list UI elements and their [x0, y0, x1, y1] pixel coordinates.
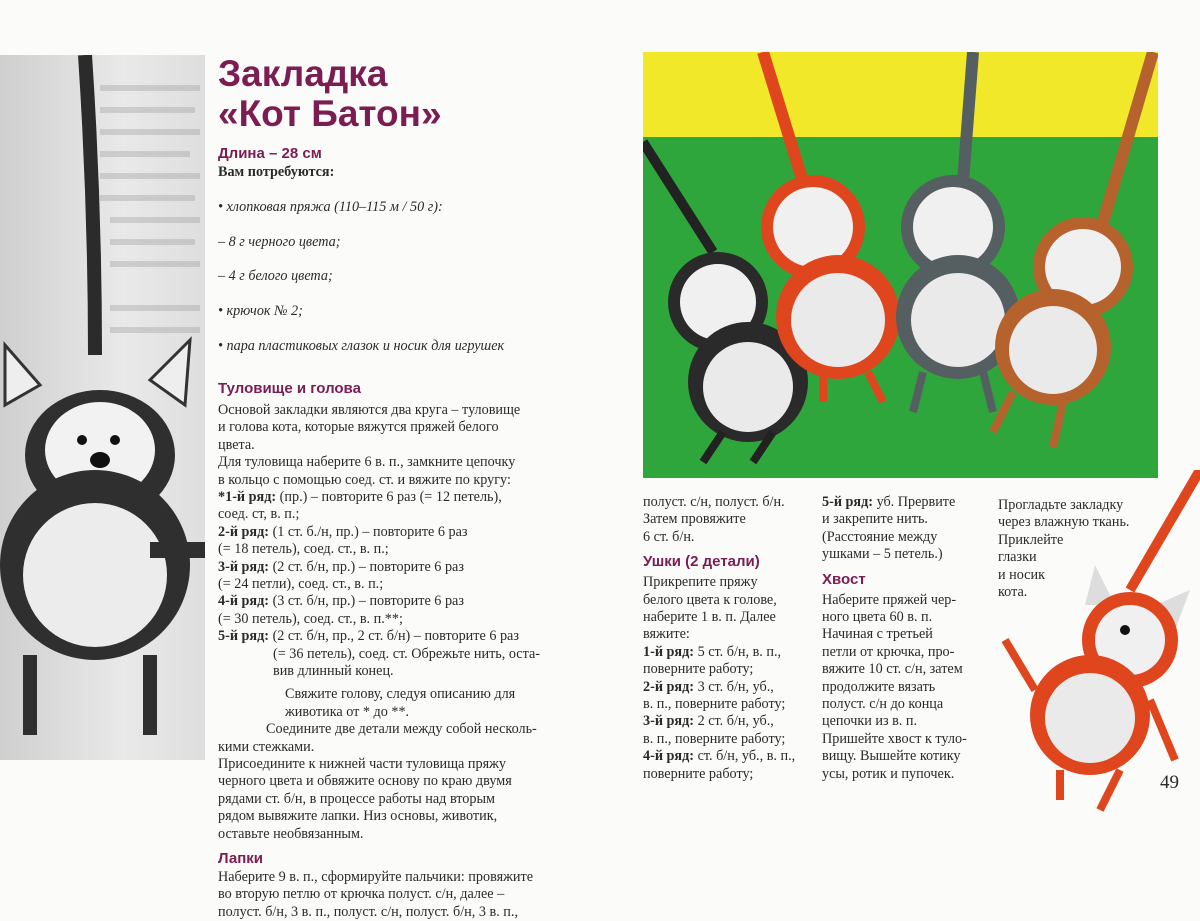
row-label: 3-й ряд: [218, 558, 270, 575]
materials-heading: Вам потребуются: [218, 164, 335, 180]
row-text: 5 ст. б/н, в. п., поверните работу; [643, 643, 782, 678]
body-paragraph-4b: кими стежками. Присоедините к нижней части туловища пряжу черного цвета и обвяжите основу по краю двумя рядами ст. б/н, в процессе работы над вторым рядом вывяжите лапки. Низ основы, животик, оставьте необвязанным. [218, 738, 512, 842]
row-label: 5-й ряд: [822, 494, 874, 510]
material-item: – 4 г белого цвета; [218, 268, 333, 285]
body-paragraph-2: Для туловища наберите 6 в. п., замкните цепочку в кольцо с помощью соед. ст. и вяжите по кругу: [218, 454, 516, 488]
row-5 [218, 628, 588, 645]
row-label: *1-й ряд: [218, 488, 277, 505]
section-heading-ears: Ушки (2 детали) [643, 553, 760, 571]
title-line-2: «Кот Батон» [218, 93, 442, 134]
row-text: (пр.) – повторите 6 раз (= 12 петель), соед. ст, в. п.; [218, 488, 502, 523]
row-text: (2 ст. б/н, пр., 2 ст. б/н) – повторите 6 раз [269, 628, 519, 645]
cat-bookmark-illustration [0, 55, 205, 760]
row-text: 2 ст. б/н, уб., в. п., поверните работу; [643, 713, 786, 747]
section-heading-paws: Лапки [218, 850, 264, 868]
body-paragraph-4: Соедините две детали между собой несколь- [266, 721, 537, 738]
row-2 [218, 524, 588, 559]
instructions-column-2 [643, 494, 821, 783]
title-line-1: Закладка [218, 53, 388, 94]
row-4 [218, 593, 588, 628]
photo-cat-bookmark-bw [0, 55, 205, 760]
finishing-text: Прогладьте закладку через влажную ткань. Приклейте глазки и носик кота. [998, 497, 1130, 601]
row-5-continued: (= 36 петель), соед. ст. Обрежьте нить, оста- вив длинный конец. [273, 645, 540, 679]
instructions-column-3 [822, 494, 997, 783]
photo-four-cats [643, 52, 1158, 478]
material-item: • пара пластиковых глазок и носик для игрушек [218, 338, 505, 355]
row-text: уб. Прервите и закрепите нить. (Расстояние между ушками – 5 петель.) [822, 494, 956, 563]
row-label: 3-й ряд: [643, 713, 695, 730]
row-1 [218, 489, 588, 524]
orange-cat-photo [990, 470, 1200, 820]
cats-illustration [643, 52, 1158, 478]
section-heading-body: Туловище и голова [218, 379, 361, 397]
row-label: 2-й ряд: [218, 523, 270, 540]
row-text: 3 ст. б/н, уб., в. п., поверните работу; [643, 678, 786, 713]
paws-text: Наберите 9 в. п., сформируйте пальчики: провяжите во вторую петлю от крючка полуст. с/н, далее – полуст. б/н, 3 в. п., полуст. с/н, полуст. б/н, 3 в. п., [218, 869, 534, 920]
row-label: 4-й ряд: [218, 593, 270, 610]
page-title [218, 54, 442, 134]
row-label: 2-й ряд: [643, 678, 695, 695]
section-heading-tail: Хвост [822, 570, 866, 588]
row-text: (1 ст. б./н, пр.) – повторите 6 раз (= 18 петель), соед. ст., в. п.; [218, 523, 468, 558]
material-item: • хлопковая пряжа (110–115 м / 50 г): [218, 198, 443, 215]
row-text: ст. б/н, уб., в. п., поверните работу; [643, 748, 796, 782]
body-paragraph-1: Основой закладки являются два круга – туловище и голова кота, которые вяжутся пряжей белого цвета. [218, 401, 521, 453]
paws-text-continued: полуст. с/н, полуст. б/н. Затем провяжите 6 ст. б/н. [643, 494, 785, 545]
brown-cat [993, 52, 1153, 447]
material-item: – 8 г черного цвета; [218, 233, 341, 250]
length-label: Длина – 28 см [218, 145, 322, 162]
materials-list [218, 181, 588, 372]
row-label: 5-й ряд: [218, 628, 270, 645]
row-3 [218, 559, 588, 594]
material-item: • крючок № 2; [218, 303, 303, 320]
row-label: 1-й ряд: [643, 643, 695, 660]
row-text: (3 ст. б/н, пр.) – повторите 6 раз (= 30 петель), соед. ст., в. п.**; [218, 593, 464, 627]
row-label: 4-й ряд: [643, 748, 695, 765]
row-text: (2 ст. б/н, пр.) – повторите 6 раз (= 24 петли), соед. ст., в. п.; [218, 558, 464, 592]
ears-intro: Прикрепите пряжу белого цвета к голове, наберите 1 в. п. Далее вяжите: [643, 574, 777, 643]
page-number: 49 [1160, 772, 1179, 793]
instructions-column-1 [218, 140, 588, 921]
body-paragraph-3: Свяжите голову, следуя описанию для животика от * до **. [285, 686, 516, 720]
tail-text: Наберите пряжей чер- ного цвета 60 в. п. Начиная с третьей петли от крючка, про- вяжите 10 ст. с/н, затем продолжите вязать полуст. с/н до конца цепочки из в. п. Пришейте хвост к туло- вищу. Вышейте котику усы, ротик и пупочек. [822, 591, 967, 782]
